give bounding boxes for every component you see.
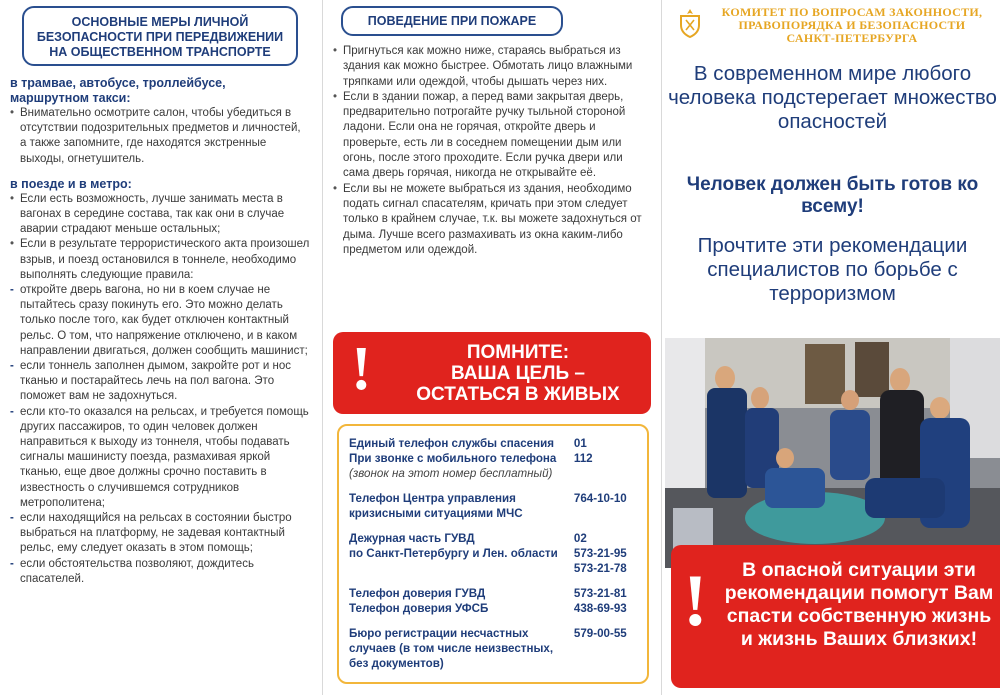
fire-heading: ПОВЕДЕНИЕ ПРИ ПОЖАРЕ: [341, 6, 563, 36]
phone-label: Дежурная часть ГУВД: [349, 532, 475, 545]
phone-number: 01: [573, 437, 587, 450]
cover-column: [665, 0, 1000, 695]
phone-label: Единый телефон службы спасения: [349, 437, 554, 450]
remember-line: ОСТАТЬСЯ В ЖИВЫХ: [416, 384, 620, 405]
list-item: • Внимательно осмотрите салон, чтобы убедиться в отсутствии подозрительных предметов и личностей, а также запомните, где находятся экстренные выходы, огнетушитель.: [10, 106, 310, 167]
phone-label: Бюро регистрации несчастных случаев (в том числе неизвестных, без документов): [349, 627, 554, 670]
committee-name-line: САНКТ-ПЕТЕРБУРГА: [786, 31, 918, 45]
list-item: • Если в здании пожар, а перед вами закрытая дверь, предварительно потрогайте ручку тыльной стороной ладони. Если она не горячая, откройте дверь и проверьте, есть ли в соседнем помещении дым или огонь, после этого проходите. Если ручка двери или сама дверь горячая, никогда не открывайте её.: [333, 90, 651, 182]
list-item: • Если в результате террористического акта произошел взрыв, и поезд остановился в тоннеле, необходимо выполнять следующие правила:: [10, 237, 310, 283]
phone-row: [349, 626, 639, 671]
coat-of-arms-icon: [679, 8, 701, 38]
subhead-train-metro: в поезде и в метро:: [10, 176, 132, 191]
remember-line: ВАША ЦЕЛЬ –: [451, 363, 585, 384]
phone-label: по Санкт-Петербургу и Лен. области: [349, 547, 558, 560]
fold-line: [322, 0, 323, 695]
danger-warning-banner: [671, 545, 1000, 688]
fold-line: [661, 0, 662, 695]
committee-name-line: КОМИТЕТ ПО ВОПРОСАМ ЗАКОННОСТИ,: [721, 5, 983, 19]
phone-row: [349, 491, 639, 521]
phone-number: 764-10-10: [573, 492, 627, 505]
fire-behaviour-column: [327, 0, 657, 695]
subhead-ground-transport: в трамвае, автобусе, троллейбусе,: [10, 76, 226, 90]
phone-number: 579-00-55: [573, 627, 627, 640]
phone-number: 573-21-95: [573, 547, 627, 560]
list-item: - если обстоятельства позволяют, дождитесь спасателей.: [10, 557, 310, 587]
list-item: - откройте дверь вагона, но ни в коем случае не пытайтесь сразу покинуть его. Это можно делать только после того, как будет отключен контактный рельс. О том, что напряжение отключено, и в каком направлении двигаться, должен сообщить машинист;: [10, 283, 310, 359]
exclamation-icon: !: [683, 560, 708, 642]
warning-text: В опасной ситуации эти рекомендации помогут Вам спасти собственную жизнь и жизнь Ваших близких!: [724, 559, 994, 650]
phone-number: 112: [573, 452, 593, 465]
phone-row: [349, 546, 639, 561]
transport-heading: ОСНОВНЫЕ МЕРЫ ЛИЧНОЙ БЕЗОПАСНОСТИ ПРИ ПЕРЕДВИЖЕНИИ НА ОБЩЕСТВЕННОМ ТРАНСПОРТЕ: [22, 6, 298, 66]
list-item: • Если вы не можете выбраться из здания, необходимо подать сигнал спасателям, кричать при этом следует только в крайнем случае, т.к. вы можете задохнуться от дыма. Лучше всего размахивать из окна каким-либо предметом или одеждой.: [333, 182, 651, 258]
phone-number: 573-21-78: [573, 562, 627, 575]
list-item: • Пригнуться как можно ниже, стараясь выбраться из здания как можно быстрее. Обмотать лицо влажными тряпками или одеждой, чтобы дышать через них.: [333, 44, 651, 90]
phone-row: [349, 466, 639, 481]
phone-number: 02: [573, 532, 587, 545]
list-item: - если кто-то оказался на рельсах, и требуется помощь других пассажиров, то один человек должен направиться к выходу из тоннеля, чтобы подавать сигналы машинисту поезда, размахивая яркой тканью, еще двое должны срочно поставить в известность о случившемся сотрудников метрополитена;: [10, 405, 310, 511]
phone-row: [349, 451, 639, 466]
read-recommendations-text: Прочтите эти рекомендации специалистов по борьбе с терроризмом: [697, 234, 968, 305]
phone-row: [349, 531, 639, 546]
phone-row: [349, 586, 639, 601]
committee-header: [673, 4, 998, 46]
fire-list: [333, 44, 651, 258]
phone-row: [349, 601, 639, 616]
slogan-text: Человек должен быть готов ко всему!: [686, 174, 979, 217]
remember-line: ПОМНИТЕ:: [466, 342, 570, 363]
list-item: • Если есть возможность, лучше занимать места в вагонах в середине состава, так как они в случае аварии страдают меньше остальных;: [10, 192, 310, 238]
rescue-scene-illustration: [665, 338, 1000, 568]
train-metro-list: [10, 192, 310, 587]
phone-row: [349, 436, 639, 451]
phone-number: 438-69-93: [573, 602, 627, 615]
list-item: - если тоннель заполнен дымом, закройте рот и нос тканью и постарайтесь лечь на пол вагона. Это поможет вам не задохнуться.: [10, 359, 310, 405]
committee-name-line: ПРАВОПОРЯДКА И БЕЗОПАСНОСТИ: [738, 18, 966, 32]
intro-text: В современном мире любого человека подстерегает множество опасностей: [668, 62, 997, 133]
phone-label: Телефон Центра управления кризисными ситуациями МЧС: [349, 492, 523, 520]
list-item: - если находящийся на рельсах в состоянии быстро выбраться на платформу, не задевая контактный рельс, ему следует оказать в этом помощь;: [10, 511, 310, 557]
committee-name: [707, 6, 997, 45]
phone-note: (звонок на этот номер бесплатный): [349, 467, 553, 480]
ground-transport-list: [10, 106, 310, 167]
phone-label: При звонке с мобильного телефона: [349, 452, 557, 465]
emergency-phones-box: [337, 424, 649, 684]
exclamation-icon: !: [351, 335, 372, 403]
transport-safety-column: [0, 0, 318, 695]
subhead-ground-transport-2: маршрутном такси:: [10, 91, 131, 105]
rescue-scene-photo: [665, 338, 1000, 568]
phone-number: 573-21-81: [573, 587, 627, 600]
phone-label: Телефон доверия ГУВД: [349, 587, 486, 600]
phone-label: Телефон доверия УФСБ: [349, 602, 489, 615]
remember-banner: [333, 332, 651, 414]
phone-row: [349, 561, 639, 576]
remember-text: [393, 342, 643, 405]
